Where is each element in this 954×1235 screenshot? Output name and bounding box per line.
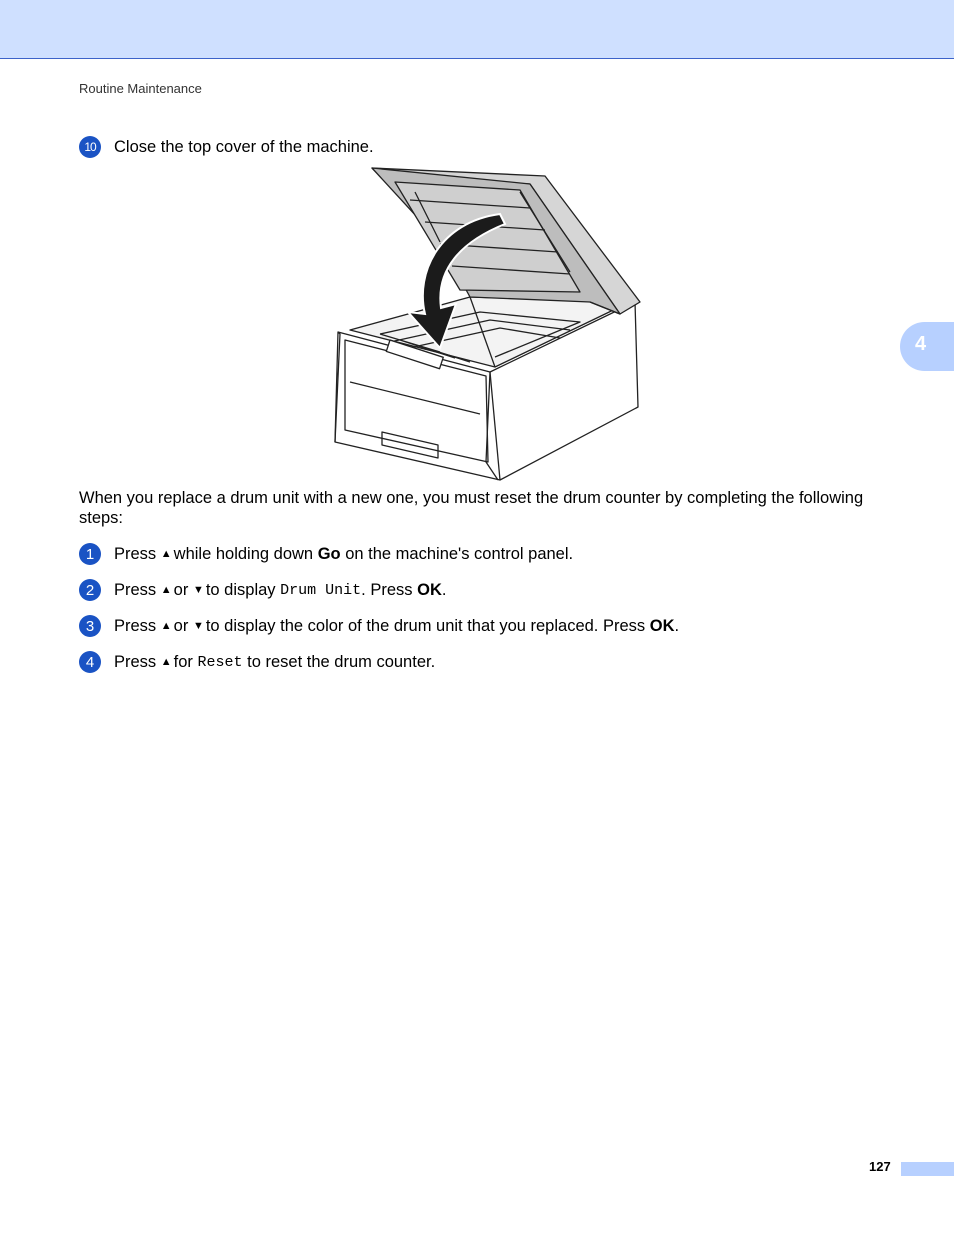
page-number: 127 <box>869 1159 891 1174</box>
down-arrow-icon: ▼ <box>192 620 204 632</box>
step-2 <box>79 579 446 601</box>
step-text-end: . <box>441 580 447 599</box>
up-arrow-icon: ▲ <box>160 620 172 632</box>
step-text: Close the top cover of the machine. <box>114 137 374 156</box>
up-arrow-icon: ▲ <box>160 548 172 560</box>
step-text: to display the color of the drum unit that you replaced. Press <box>205 616 646 635</box>
or-text: or <box>173 616 189 635</box>
for-text: for <box>173 652 193 671</box>
page-number-bar <box>901 1162 954 1176</box>
step-text-end: . <box>674 616 680 635</box>
chapter-tab <box>900 322 954 371</box>
ok-key: OK <box>417 580 442 599</box>
chapter-tab-label: 4 <box>915 333 927 355</box>
go-key: Go <box>317 544 341 563</box>
step-10 <box>79 136 374 158</box>
step-number-badge: 3 <box>79 615 101 637</box>
step-press-2: . Press <box>361 580 413 599</box>
printer-illustration <box>320 162 645 484</box>
step-number-badge: 4 <box>79 651 101 673</box>
intro-paragraph: When you replace a drum unit with a new one, you must reset the drum counter by completing the following steps: <box>79 489 864 527</box>
breadcrumb: Routine Maintenance <box>79 81 202 96</box>
ok-key: OK <box>649 616 675 635</box>
up-arrow-icon: ▲ <box>160 656 172 668</box>
step-text: to display <box>205 580 276 599</box>
step-number-badge: 1 <box>79 543 101 565</box>
up-arrow-icon: ▲ <box>160 584 172 596</box>
step-press: Press <box>114 652 157 671</box>
reset-menu: Reset <box>197 653 243 671</box>
step-3 <box>79 615 679 637</box>
step-1 <box>79 543 573 565</box>
step-4 <box>79 651 435 673</box>
step-text-end: on the machine's control panel. <box>345 544 574 563</box>
step-press: Press <box>114 616 157 635</box>
step-number-badge: 2 <box>79 579 101 601</box>
step-press: Press <box>114 580 157 599</box>
step-text: while holding down <box>173 544 314 563</box>
step-press: Press <box>114 544 157 563</box>
step-number-badge: 10 <box>79 136 101 158</box>
or-text: or <box>173 580 189 599</box>
header-band <box>0 0 954 59</box>
down-arrow-icon: ▼ <box>192 584 204 596</box>
step-text-end: to reset the drum counter. <box>247 652 436 671</box>
drum-unit-menu: Drum Unit <box>280 581 362 599</box>
